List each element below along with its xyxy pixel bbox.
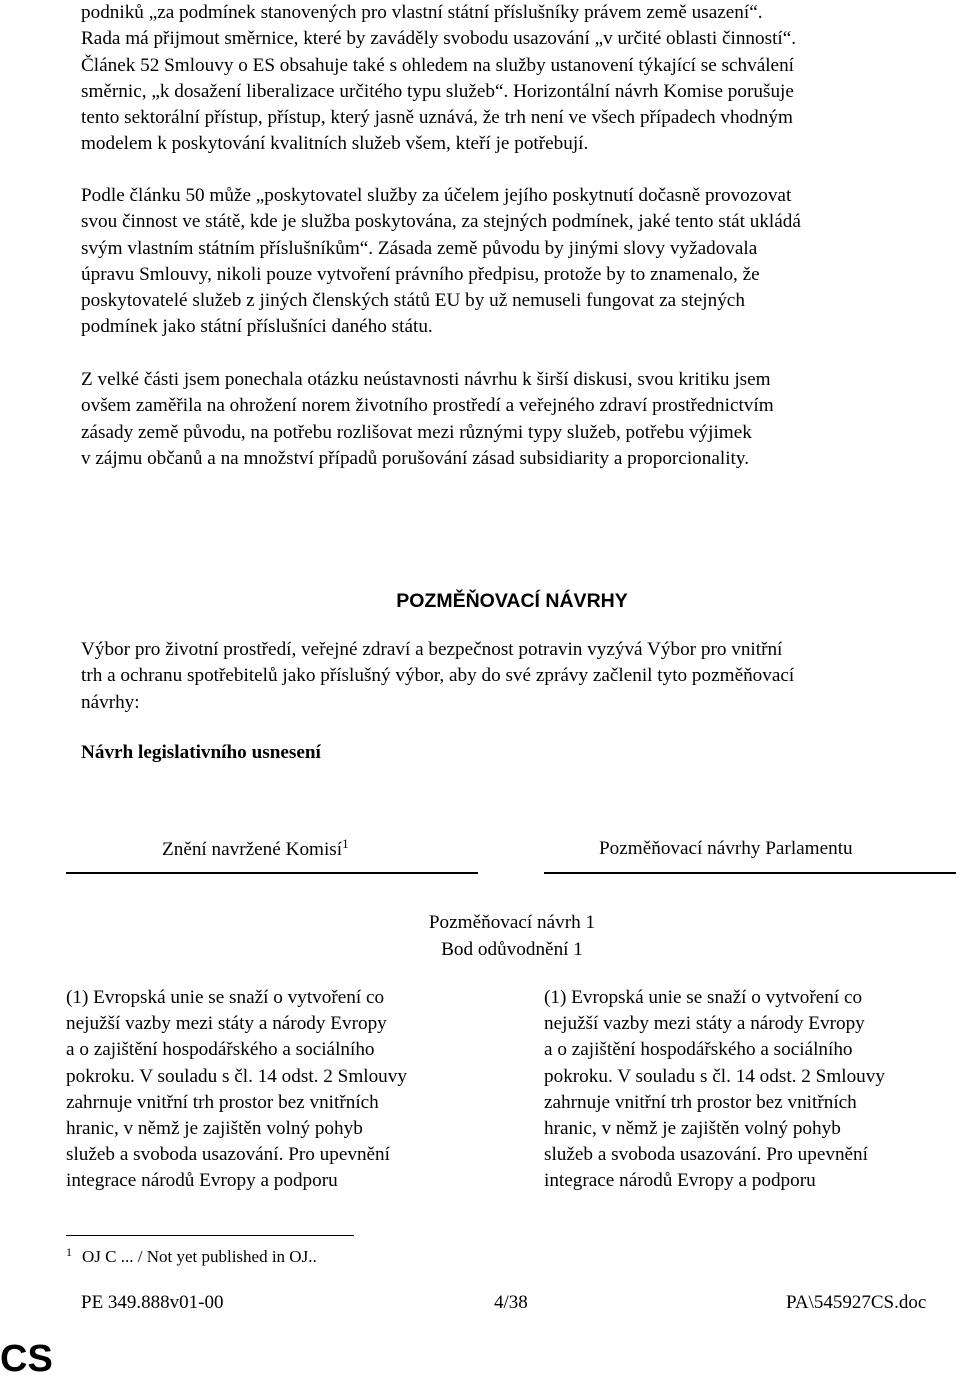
text-line: (1) Evropská unie se snaží o vytvoření co (66, 987, 385, 1008)
text-line: v zájmu občanů a na množství případů porušování zásad subsidiarity a proporcionality. (81, 447, 750, 469)
text-line: nejužší vazby mezi státy a národy Evropy (544, 1013, 865, 1035)
footnote-ref: 1 (342, 836, 349, 851)
footnote-separator (66, 1235, 354, 1236)
parliament-amendment-column (544, 985, 960, 1195)
right-header-rule (544, 872, 956, 874)
text-line: nejužší vazby mezi státy a národy Evropy (66, 1013, 387, 1035)
text-line: zahrnuje vnitřní trh prostor bez vnitřních (66, 1091, 379, 1113)
text-line: (1) Evropská unie se snaží o vytvoření co (544, 987, 863, 1008)
paragraph-1 (81, 0, 941, 158)
text-line: zásady země původu, na potřebu rozlišovat mezi různými typy služeb, potřebu výjimek (81, 421, 752, 443)
language-code: CS (0, 1338, 53, 1380)
text-line: ovšem zaměřila na ohrožení norem životního prostředí a veřejného zdraví prostřednictvím (81, 395, 774, 417)
footnote-text: OJ C ... / Not yet published in OJ.. (82, 1247, 317, 1266)
text-line: úpravu Smlouvy, nikoli pouze vytvoření právního předpisu, protože by to znamenalo, že (81, 263, 760, 285)
text-line: integrace národů Evropy a podporu (66, 1170, 338, 1192)
text-line: tento sektorální přístup, přístup, který jasně uznává, že trh není ve všech případech vhodným (81, 107, 793, 129)
text-line: svým vlastním státním příslušníkům“. Zásada země původu by jinými slovy vyžadovala (81, 237, 758, 259)
text-line: a o zajištění hospodářského a sociálního (66, 1039, 375, 1061)
footnote (66, 1245, 317, 1267)
text-line: Výbor pro životní prostředí, veřejné zdraví a bezpečnost potravin vyzývá Výbor pro vnitřní (81, 639, 783, 660)
text-line: návrhy: (81, 691, 140, 713)
footnote-number: 1 (66, 1245, 72, 1259)
amendment-reference: Bod odůvodnění 1 (441, 938, 583, 960)
amendment-label-block (0, 910, 960, 963)
text-line: trh a ochranu spotřebitelů jako příslušný výbor, aby do své zprávy začlenil tyto pozměňovací (81, 665, 795, 687)
text-line: poskytovatelé služeb z jiných členských států EU by už nemuseli fungovat za stejných (81, 290, 745, 312)
text-line: hranic, v němž je zajištěn volný pohyb (66, 1118, 363, 1140)
footer-file-ref: PA\545927CS.doc (786, 1292, 927, 1313)
text-line: Rada má přijmout směrnice, které by zaváděly svobodu usazování „v určité oblasti činností“. (81, 28, 797, 50)
footer-doc-id: PE 349.888v01-00 (81, 1292, 224, 1313)
amendments-intro (81, 637, 941, 716)
text-line: služeb a svoboda usazování. Pro upevnění (66, 1144, 390, 1166)
text-line: Článek 52 Smlouvy o ES obsahuje také s ohledem na služby ustanovení týkající se schválení (81, 54, 795, 76)
text-line: Z velké části jsem ponechala otázku neústavnosti návrhu k širší diskusi, svou kritiku jsem (81, 369, 771, 390)
left-column-header (162, 836, 349, 861)
paragraph-2 (81, 183, 941, 341)
text-line: pokroku. V souladu s čl. 14 odst. 2 Smlouvy (66, 1065, 407, 1087)
left-header-text: Znění navržené Komisí (162, 839, 343, 860)
subheading-text: Návrh legislativního usnesení (81, 742, 321, 763)
text-line: svou činnost ve státě, kde je služba poskytována, za stejných podmínek, jaké tento stát ukládá (81, 211, 801, 233)
text-line: podniků „za podmínek stanovených pro vlastní státní příslušníky právem země usazení“. (81, 2, 763, 23)
paragraph-3 (81, 367, 941, 472)
commission-text-column (66, 985, 496, 1195)
text-line: modelem k poskytování kvalitních služeb všem, kteří je potřebují. (81, 133, 589, 155)
legislative-resolution-heading (81, 740, 941, 766)
text-line: služeb a svoboda usazování. Pro upevnění (544, 1144, 868, 1166)
right-column-header: Pozměňovací návrhy Parlamentu (599, 838, 853, 859)
text-line: směrnic, „k dosažení liberalizace určitého typu služeb“. Horizontální návrh Komise porušuje (81, 80, 794, 102)
amendments-heading: POZMĚŇOVACÍ NÁVRHY (396, 590, 628, 612)
text-line: a o zajištění hospodářského a sociálního (544, 1039, 853, 1061)
text-line: integrace národů Evropy a podporu (544, 1170, 816, 1192)
amendment-label: Pozměňovací návrh 1 (428, 912, 596, 933)
left-header-rule (66, 872, 478, 874)
text-line: hranic, v němž je zajištěn volný pohyb (544, 1118, 841, 1140)
footer-page-number: 4/38 (494, 1292, 528, 1313)
text-line: podmínek jako státní příslušníci daného státu. (81, 316, 433, 338)
text-line: Podle článku 50 může „poskytovatel služby za účelem jejího poskytnutí dočasně provozovat (81, 185, 792, 206)
text-line: pokroku. V souladu s čl. 14 odst. 2 Smlouvy (544, 1065, 885, 1087)
text-line: zahrnuje vnitřní trh prostor bez vnitřních (544, 1091, 857, 1113)
